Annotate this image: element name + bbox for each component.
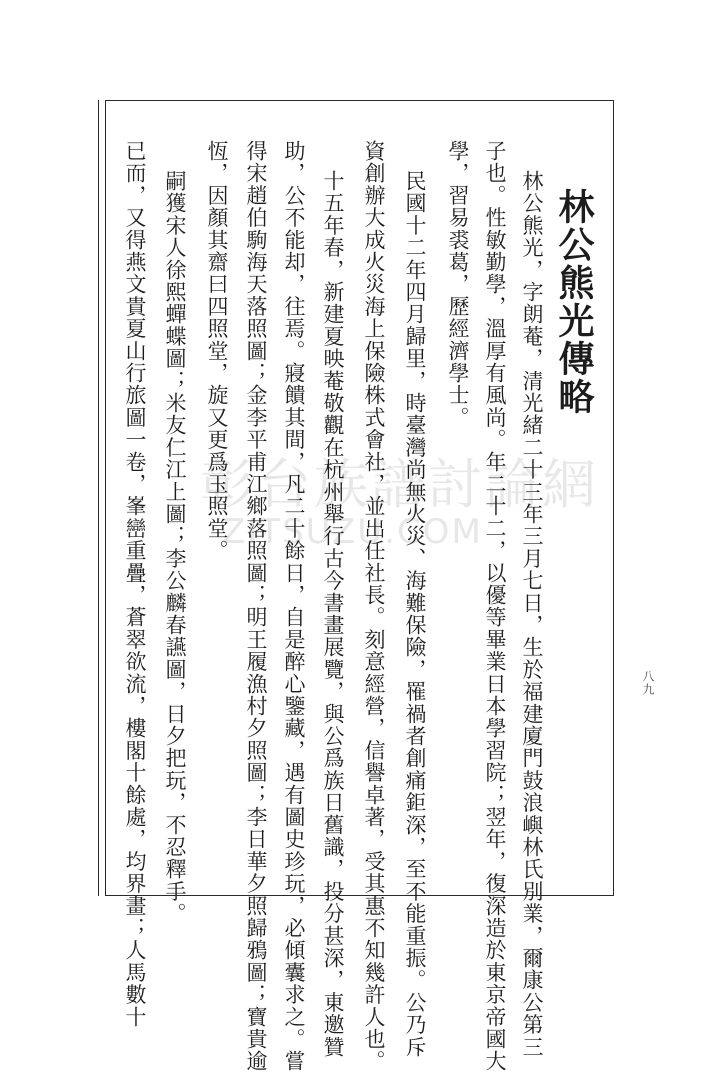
text-column-10: 嗣獲宋人徐熙蟬蝶圖；米友仁江上圖；李公麟春讌圖，日夕把玩，不忍釋手。 <box>163 170 187 925</box>
watermark-text: 彰台族譜討論網 <box>200 453 599 516</box>
text-column-6: 十五年春，新建夏映菴敬觀在杭州舉行古今書畫展覽，與公爲族日舊識，投分甚深，東邀贊 <box>321 170 345 1058</box>
watermark-url: ZITSUZU.COM <box>222 512 483 552</box>
text-column-3: 學，習易裘葛，歷經濟學士。 <box>446 140 470 429</box>
document-title: 林公熊光傳略 <box>553 188 595 416</box>
text-column-5: 資創辦大成火災海上保險株式會社，並出任社長。刻意經營，信譽卓著，受其惠不知幾許人也。 <box>362 140 386 1072</box>
page-number: 八九 <box>641 670 655 696</box>
text-column-7: 助，公不能却，往焉。寢饋其間，凡二十餘日，自是醉心鑒藏，遇有圖史珍玩，必傾囊求之。嘗 <box>282 140 306 1072</box>
text-column-11: 已而，又得燕文貴夏山行旅圖一卷，峯巒重疊，蒼翠欲流，樓閣十餘處，均界畫；人馬數十 <box>123 140 147 1028</box>
text-column-9: 恆，因顏其齋曰四照堂，旋又更爲玉照堂。 <box>205 140 229 562</box>
page-border-inner-line <box>98 100 99 896</box>
text-column-4: 民國十二年四月歸里，時臺灣尚無火災、海難保險，罹禍者創痛鉅深，至不能重振。公乃斥 <box>403 170 427 1058</box>
text-column-2: 子也。性敏勤學，溫厚有風尚。年二十二，以優等畢業日本學習院；翌年，復深造於東京帝國大 <box>483 140 507 1072</box>
text-column-1: 林公熊光，字朗菴，清光緒二十三年三月七日，生於福建廈門鼓浪嶼林氏別業，爾康公第三 <box>520 170 544 1058</box>
text-column-8: 得宋趙伯駒海天落照圖；金李平甫江鄉落照圖；明王履漁村夕照圖；李日華夕照歸鴉圖；寶貴逾 <box>244 140 268 1072</box>
